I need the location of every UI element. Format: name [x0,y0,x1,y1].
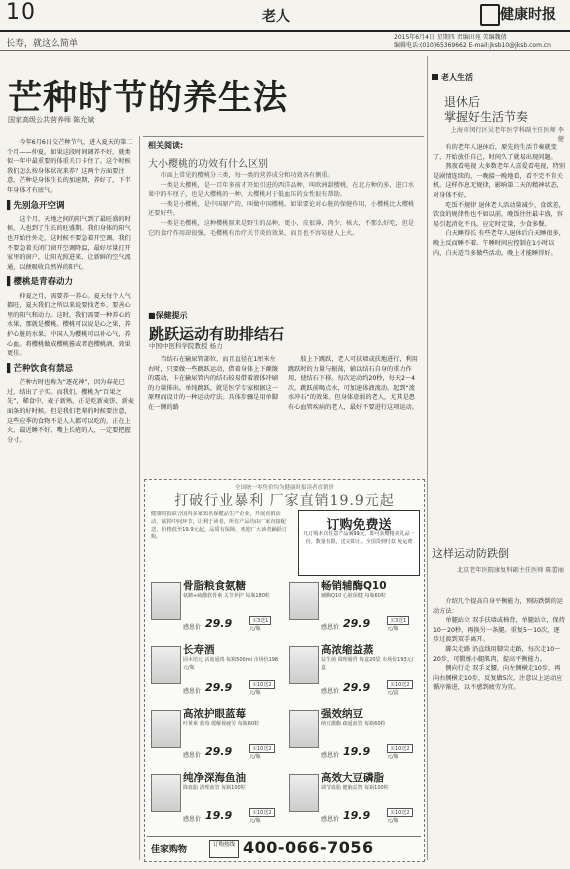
price-label: 感恩价 [183,816,202,823]
price-unit: 元/瓶 [249,690,261,696]
product-item [149,642,283,702]
product-price: 29.9 [205,745,233,758]
ad-order-title: 订购免费送 [326,518,392,533]
price-unit: 元/瓶 [249,626,261,632]
newspaper-logo [480,3,566,25]
product-price: 29.9 [343,617,371,630]
product-bottle-icon [151,710,181,748]
product-desc: 固本培元 活血通络 每瓶500ml 市场价198元/瓶 [183,657,279,671]
section-heading: ▌芒种饮食有禁忌 [7,363,74,374]
product-name: 纯净深海鱼油 [183,772,246,784]
product-bottle-icon [151,646,181,684]
product-name: 畅销辅酶Q10 [321,580,387,592]
price-label: 感恩价 [183,688,202,695]
price-label: 感恩价 [183,752,202,759]
product-name: 高浓护眼蓝莓 [183,708,246,720]
right-article2-author: 北京老年医院康复科副主任医师 陈蕾丽 [456,567,564,574]
price-label: 感恩价 [321,624,340,631]
section-text: 仲夏之月，需要养一养心。夏天每个人气都旺，夏天我们之所以来说要找老乡，要善心里的阳气和动力。这时，我们需要一种养心的水果，那就是樱桃。樱桃可以说是心之果，养护心脏的水果。中国人为樱桃可以补心气，养心血。将樱桃做成樱桃酱或者泡樱桃酒，效果更佳。 [7,292,131,358]
product-name: 高浓缩益蒸 [321,644,374,656]
health-tip-title: 跳跃运动有助排结石 [149,325,285,343]
price-label: 感恩价 [183,624,202,631]
product-desc: 氨糖+硫酸软骨素 关节养护 每瓶180粒 [183,593,270,599]
right-article-author: 上海市闵行区吴老年医学科副主任医师 李 健 [450,127,564,143]
order-hotline-label: 订购热线 [209,840,239,858]
health-tip-column-1: 当结石在输尿管部位，而且直径在1厘米左右时，只要做一些跳跃运动，借着身体上下颠簸的震动，卡在输尿管内的结石较易借着液体冲刷的力量排出。单纯跳跃，就是医学专家根据这一原理而设计的一种运动疗法。具体步骤是用单脚在一侧的路 [148,356,278,412]
right-article-title-line1: 退休后 [444,95,481,109]
price-unit: 元/盒 [387,690,399,696]
price-unit: 元/瓶 [249,754,261,760]
product-desc: 益生菌 调理肠胃 每盒20袋 市场价193元/盒 [321,657,414,671]
price-unit: 元/瓶 [387,754,399,760]
right-article2-title: 这样运动防跌倒 [432,547,509,560]
right-article-body: 有的老年人退休后，原先的生活节奏就变了，开始放任自己，时间久了就易出现问题。 熬夜看电视 大多数老年人喜爱看电视，特别是剧情连续的，一晚接一晚地看，看不完不肯关机。这样作息无规律，影响第二天的精神状态，对身体不好。 吃饭不规律 退休老人活动量减少，食欲差，饮食的规律性也不如以前，晚饭往往最丰盛，容易引起消化不良。应定时定量，少食多餐。 白天睡得长 有些老年人退休后白天睡很多，晚上反而睡不着。午睡时间应控制在1小时以内，白天适当多做些活动，晚上才能睡得好。 [433,144,565,257]
ad-order-text: 凡订购本次任意产品满99元，即可获赠精美礼品一份，数量有限，送完即止。全国货到付款 免运费 [303,531,415,545]
product-item [287,642,421,702]
product-desc: 叶黄素 蓝莓 缓解视疲劳 每瓶60粒 [183,721,260,727]
product-item [149,770,283,830]
related-reading-title: 大小樱桃的功效有什么区别 [148,159,268,170]
promo-tag: 买10送2 [249,680,275,689]
price-unit: 元/瓶 [387,818,399,824]
product-bottle-icon [289,646,319,684]
product-item [287,706,421,766]
section-heading: ▌先别急开空调 [7,200,65,211]
product-price: 19.9 [205,809,233,822]
ad-footer [147,836,421,859]
product-desc: 纳豆激酶 疏通血管 每瓶60粒 [321,721,386,727]
product-item [287,578,421,638]
order-phone-number: 400-066-7056 [243,838,374,857]
price-label: 感恩价 [321,752,340,759]
product-price: 29.9 [343,681,371,694]
main-article-intro: 今年6月6日交芒种节气，进入夏天的第二个月——仲夏。如果这段时间调养不好，就类似一年中最重要的体重关口卡住了。这个时候我们怎么按身体状况来养？这两个方面要注意，芒种是身体生长的加速期，养好了，下半年身体才有底气。 [7,139,133,195]
right-article2-body: 介绍几个提高自身平衡能力，预防跌倒的运动方法： 单腿站立 双手扶墙或椅背，单腿站立，保持10～20秒，再换另一条腿。重复5～10次，逐步过渡到双手离开。 脚尖走路 沿直线用脚尖走路，每次走10～20步，可锻炼小腿肌肉，提高平衡能力。 侧向行走 双手叉腰，向左侧横走10步，再向右侧横走10步，反复做5次。注意以上运动应循序渐进，以不感到疲劳为宜。 [433,598,565,692]
main-article-title: 芒种时节的养生法 [8,78,288,118]
logo-text: 健康时报 [500,7,556,23]
column-divider [427,56,428,860]
price-label: 感恩价 [321,816,340,823]
product-name: 长寿酒 [183,644,215,656]
promo-tag: 买10送2 [249,744,275,753]
logo-mark-icon [480,4,500,26]
ad-intro-text: 健康时报联合国内多家知名保健品生产企业，开展直销活动，砍掉中间环节，让利于读者。所有产品均由厂家直接配送，价格低至19.9元起，品质有保障，欢迎广大读者踊跃订购。 [151,511,288,541]
product-desc: 降血脂 清理血管 每瓶100粒 [183,785,246,791]
date-line: 2015年6月4日 星期四 责编田苑 美编魏倩 [394,34,507,41]
section-text: 这个月，天地之间的阳气到了最旺盛的时候，人也到了生长的旺盛期。我们身体的阳气也开始往外走，这时候不要急着开空调。我们不要急着关闭门窗开空调降温，最好尽量打开家里的窗户，让阳光照进来，让新鲜的空气流通，以便吸收自然界的阳气。 [7,215,131,271]
main-article-author: 国家高级公共营养师 陈允斌 [8,116,95,124]
square-bullet-icon: ■ [148,311,156,320]
header-divider [0,50,570,51]
related-reading-label: 相关阅读: [148,141,184,150]
product-name: 骨脂粮食氨糖 [183,580,246,592]
related-paragraph: 一类是小樱桃，是中国原产的，叫做中国樱桃。如果要论对心脏的保健作用，小樱桃比大樱桃还要好些。 [148,200,415,218]
product-bottle-icon [151,582,181,620]
product-name: 高效大豆磷脂 [321,772,384,784]
product-bottle-icon [289,582,319,620]
related-paragraph: 一类是大樱桃，是一百年多前才开始引进的西洋品种，叫欧洲甜樱桃，在北方种的多，进口水果中的车厘子，也是大樱桃的一种。大樱桃对于低血压的女性很有帮助。 [148,181,415,199]
product-desc: 调节血脂 健脑益智 每瓶100粒 [321,785,389,791]
section-heading: ▌樱桃是青春动力 [7,277,74,288]
product-price: 19.9 [343,745,371,758]
related-paragraph: 一类是毛樱桃，这种樱桃原来是野生的品种，更小，皮很薄，肉少，核大，不那么好吃，但是它的食疗作用却很强。毛樱桃有治疗关节炎的效果，而且也不容易使人上火。 [148,220,415,237]
editor-contact: 编辑电话:(010)65369662 E-mail:jksb10@jksb.com.cn [394,42,551,49]
promo-tag: 买3送1 [249,616,271,625]
related-reading-body [148,171,420,238]
price-label: 感恩价 [321,688,340,695]
health-tip-label: ■保健提示 [148,311,188,320]
ad-subline: 全国统一零售价均为健康时报读者直销价 [234,485,334,491]
product-item [287,770,421,830]
advertisement [144,479,425,862]
column-divider [139,136,140,860]
promo-tag: 买10送2 [387,744,413,753]
ad-headline: 打破行业暴利 厂家直销19.9元起 [174,493,395,509]
ad-order-box [298,510,420,576]
ad-brand: 佳家购物 [151,845,188,855]
price-unit: 元/瓶 [387,626,399,632]
promo-tag: 买3送1 [387,616,409,625]
product-item [149,706,283,766]
product-price: 19.9 [343,809,371,822]
square-bullet-icon [432,74,438,80]
promo-tag: 买10送2 [249,808,275,817]
page-number: 10 [6,0,36,25]
promo-tag: 买10送2 [387,680,413,689]
right-section-label: 老人生活 [432,72,473,83]
promo-tag: 买10送2 [387,808,413,817]
price-unit: 元/瓶 [249,818,261,824]
product-desc: 辅酶Q10 心脏保健 每瓶60粒 [321,593,386,599]
related-paragraph: 市面上常见的樱桃分三类，每一类的营养成分和功效各有侧重。 [160,172,334,179]
section-slogan: 长寿，就这么简单 [6,39,79,49]
product-item [149,578,283,638]
product-name: 强效纳豆 [321,708,363,720]
product-bottle-icon [289,774,319,812]
product-bottle-icon [151,774,181,812]
health-tip-author: 中国中医科学院教授 杨力 [149,342,223,350]
product-price: 29.9 [205,681,233,694]
main-article-body [7,138,134,445]
product-bottle-icon [289,710,319,748]
health-tip-column-2: 肢上下跳跃，老人可扶墙或扶地进行，利用跳跃时的力量与振荡，辅以结石自身的重力作用，使结石下移。每次运动约20秒，每天2～4次。跳跃前喝点水，可加速体液流动。起到“流水冲石”的效果。但身体虚弱的老人，尤其是患有心血管疾病的老人，最好不要进行这项运动。 [288,356,418,412]
section-name: 老人 [262,9,290,25]
section-text: 芒种古时也称为“逐花神”，因为春花已过，结出了子实。而我们，樱桃为“百果之先”，稀食中，麦子新熟，正是吃新麦饼、新麦面条的好时候。但是我们老辈的时候要注意，这些应季的食物不是人人都可以吃的，正在上火、最近睡不好、嘴上长疮的人，一定要把握分寸。 [7,379,134,444]
right-article-title-line2: 掌握好生活节奏 [444,110,529,124]
product-price: 29.9 [205,617,233,630]
